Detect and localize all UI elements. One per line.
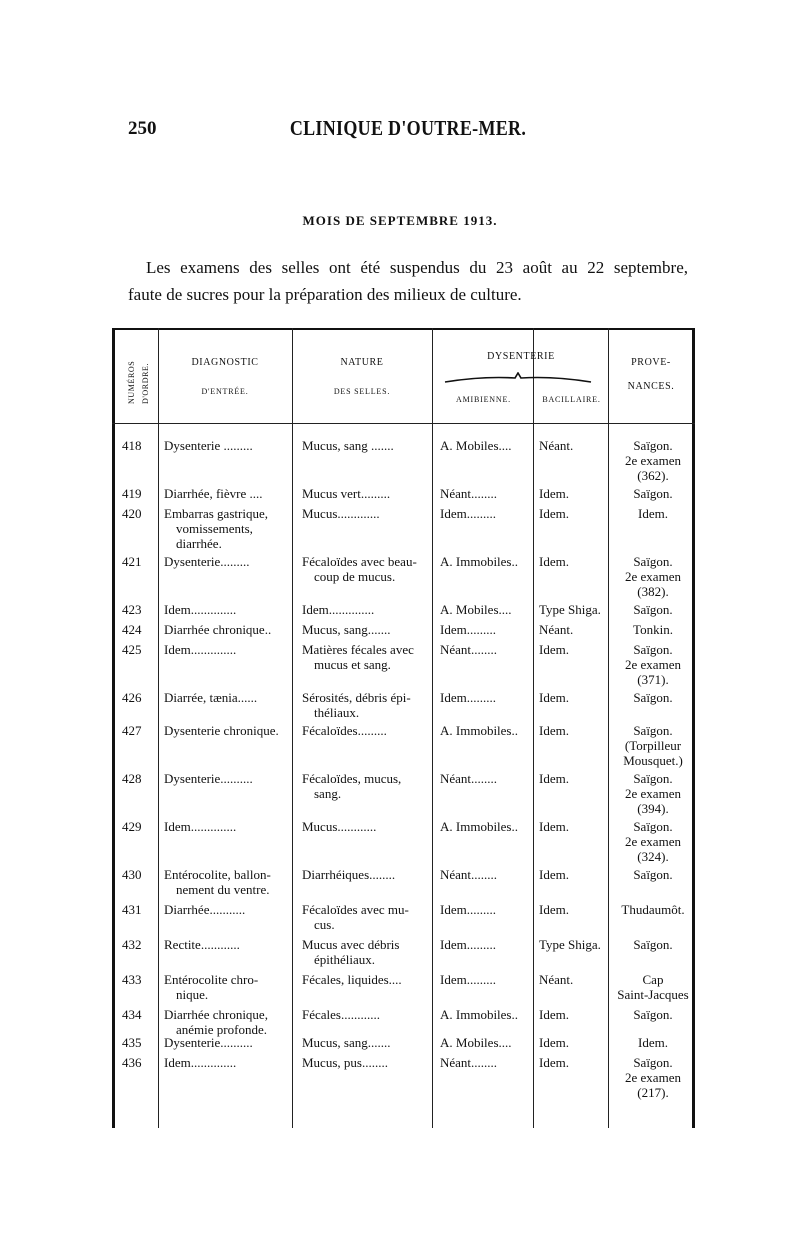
provenance-cell: [612, 642, 694, 687]
nature-cell-line: Mucus, sang.......: [302, 1035, 391, 1050]
amibienne-cell: A. Mobiles....: [440, 602, 512, 617]
diagnostic-cell-line: diarrhée.: [176, 536, 222, 551]
provenance-cell-line: (324).: [637, 849, 669, 864]
provenance-cell: [612, 622, 694, 637]
header-nature: NATURE: [340, 357, 384, 368]
row-number: 423: [122, 602, 142, 617]
intro-line-1: Les examens des selles ont été suspendus du 23 août au 22 septembre,: [146, 258, 688, 277]
provenance-cell: [612, 506, 694, 521]
provenance-cell: [612, 1055, 694, 1100]
amibienne-cell: Néant........: [440, 486, 498, 501]
header-diagnostic: DIAGNOSTIC: [191, 357, 259, 368]
diagnostic-cell: [164, 937, 290, 952]
provenance-cell-line: Saïgon.: [633, 438, 673, 453]
provenance-cell: [612, 867, 694, 882]
diagnostic-cell: [164, 486, 290, 501]
nature-cell-line: Mucus............: [302, 819, 377, 834]
bacillaire-cell: Idem.: [539, 723, 569, 738]
provenance-cell-line: Saïgon.: [633, 1055, 673, 1070]
diagnostic-cell: [164, 438, 290, 453]
bacillaire-cell: Idem.: [539, 506, 569, 521]
diagnostic-cell-line: Idem..............: [164, 1055, 237, 1070]
bacillaire-cell: Type Shiga.: [539, 937, 601, 952]
page-header: [128, 118, 688, 142]
nature-cell-line: Mucus, pus........: [302, 1055, 388, 1070]
diagnostic-cell-line: Rectite............: [164, 937, 240, 952]
amibienne-cell: A. Mobiles....: [440, 438, 512, 453]
provenance-cell: [612, 819, 694, 864]
amibienne-cell: A. Immobiles..: [440, 819, 518, 834]
bacillaire-cell: Type Shiga.: [539, 602, 601, 617]
nature-cell-line: Mucus, sang .......: [302, 438, 394, 453]
row-number: 436: [122, 1055, 142, 1070]
row-number: 421: [122, 554, 142, 569]
section-title: MOIS DE SEPTEMBRE 1913.: [302, 213, 498, 228]
bacillaire-cell: Idem.: [539, 902, 569, 917]
nature-cell: [302, 690, 430, 720]
intro-line-2: faute de sucres pour la préparation des milieux de culture.: [128, 285, 522, 304]
nature-cell: [302, 819, 430, 834]
provenance-cell-line: Saïgon.: [633, 937, 673, 952]
diagnostic-cell: [164, 622, 290, 637]
bacillaire-cell: Idem.: [539, 1055, 569, 1070]
diagnostic-cell-line: Entérocolite, ballon-: [164, 867, 271, 882]
diagnostic-cell: [164, 1035, 290, 1050]
amibienne-cell: Idem.........: [440, 506, 496, 521]
nature-cell: [302, 937, 430, 967]
provenance-cell-line: Saïgon.: [633, 690, 673, 705]
nature-cell-line: Matières fécales avec: [302, 642, 414, 657]
nature-cell-line: théliaux.: [314, 705, 360, 720]
provenance-cell-line: Saïgon.: [633, 554, 673, 569]
provenance-cell: [612, 486, 694, 501]
running-title: CLINIQUE D'OUTRE-MER.: [289, 116, 527, 140]
provenance-cell-line: Thudaumôt.: [621, 902, 685, 917]
nature-cell-line: Fécaloïdes.........: [302, 723, 387, 738]
provenance-cell-line: (Torpilleur: [624, 738, 682, 753]
provenance-cell: [612, 902, 694, 917]
provenance-cell: [612, 438, 694, 483]
diagnostic-cell: [164, 972, 290, 1002]
provenance-cell: [612, 1035, 694, 1050]
provenance-cell-line: Saïgon.: [633, 867, 673, 882]
provenance-cell-line: Saïgon.: [633, 602, 673, 617]
amibienne-cell: Idem.........: [440, 690, 496, 705]
nature-cell-line: Mucus vert.........: [302, 486, 391, 501]
bacillaire-cell: Idem.: [539, 1035, 569, 1050]
nature-cell: [302, 1007, 430, 1022]
diagnostic-cell: [164, 902, 290, 917]
nature-cell-line: Mucus avec débris: [302, 937, 400, 952]
header-numeros-line1: NUMÉROS: [127, 360, 136, 404]
header-dysenterie: DYSENTERIE: [487, 351, 555, 362]
diagnostic-cell-line: Embarras gastrique,: [164, 506, 268, 521]
row-number: 430: [122, 867, 142, 882]
diagnostic-cell-line: Dysenterie chronique.: [164, 723, 279, 738]
bacillaire-cell: Néant.: [539, 622, 574, 637]
provenance-cell-line: Saïgon.: [633, 771, 673, 786]
amibienne-cell: Néant........: [440, 867, 498, 882]
diagnostic-cell-line: Diarrée, tænia......: [164, 690, 258, 705]
nature-cell: [302, 1035, 430, 1050]
diagnostic-cell: [164, 506, 290, 551]
nature-cell-line: Idem..............: [302, 602, 375, 617]
provenance-cell-line: 2e examen: [625, 786, 681, 801]
diagnostic-cell-line: Idem..............: [164, 819, 237, 834]
nature-cell-line: cus.: [314, 917, 335, 932]
row-number: 420: [122, 506, 142, 521]
provenance-cell-line: Mousquet.): [623, 753, 683, 768]
amibienne-cell: Néant........: [440, 1055, 498, 1070]
nature-cell: [302, 642, 430, 672]
nature-cell-line: Sérosités, débris épi-: [302, 690, 411, 705]
amibienne-cell: A. Immobiles..: [440, 723, 518, 738]
diagnostic-cell-line: Diarrhée chronique,: [164, 1007, 268, 1022]
nature-cell-line: Fécales............: [302, 1007, 380, 1022]
provenance-cell-line: (362).: [637, 468, 669, 483]
diagnostic-cell: [164, 554, 290, 569]
amibienne-cell: Idem.........: [440, 937, 496, 952]
diagnostic-cell-line: vomissements,: [176, 521, 253, 536]
provenance-cell: [612, 690, 694, 705]
provenance-cell-line: Saint-Jacques: [617, 987, 689, 1002]
bacillaire-cell: Néant.: [539, 972, 574, 987]
nature-cell-line: sang.: [314, 786, 342, 801]
diagnostic-cell-line: anémie profonde.: [176, 1022, 267, 1037]
amibienne-cell: Idem.........: [440, 622, 496, 637]
row-number: 426: [122, 690, 142, 705]
row-number: 433: [122, 972, 142, 987]
provenance-cell-line: 2e examen: [625, 834, 681, 849]
nature-cell-line: coup de mucus.: [314, 569, 396, 584]
examination-table: [112, 328, 695, 1128]
amibienne-cell: A. Mobiles....: [440, 1035, 512, 1050]
row-number: 418: [122, 438, 142, 453]
provenance-cell-line: Idem.: [638, 1035, 668, 1050]
bacillaire-cell: Idem.: [539, 819, 569, 834]
diagnostic-cell-line: Entérocolite chro-: [164, 972, 259, 987]
diagnostic-cell-line: Dysenterie..........: [164, 771, 253, 786]
amibienne-cell: Idem.........: [440, 972, 496, 987]
nature-cell-line: Diarrhéiques........: [302, 867, 396, 882]
provenance-cell-line: Saïgon.: [633, 642, 673, 657]
provenance-cell-line: (394).: [637, 801, 669, 816]
diagnostic-cell: [164, 602, 290, 617]
bacillaire-cell: Idem.: [539, 486, 569, 501]
provenance-cell-line: (217).: [637, 1085, 669, 1100]
row-number: 428: [122, 771, 142, 786]
diagnostic-cell-line: Dysenterie.........: [164, 554, 250, 569]
provenance-cell-line: (371).: [637, 672, 669, 687]
diagnostic-cell: [164, 642, 290, 657]
provenance-cell-line: 2e examen: [625, 657, 681, 672]
amibienne-cell: A. Immobiles..: [440, 1007, 518, 1022]
diagnostic-cell-line: nement du ventre.: [176, 882, 270, 897]
nature-cell-line: Fécaloïdes avec beau-: [302, 554, 417, 569]
provenance-cell-line: Saïgon.: [633, 486, 673, 501]
row-number: 419: [122, 486, 142, 501]
nature-cell: [302, 1055, 430, 1070]
provenance-cell-line: Saïgon.: [633, 723, 673, 738]
row-number: 435: [122, 1035, 142, 1050]
nature-cell-line: épithéliaux.: [314, 952, 376, 967]
provenance-cell-line: 2e examen: [625, 453, 681, 468]
nature-cell: [302, 506, 430, 521]
nature-cell: [302, 771, 430, 801]
row-number: 425: [122, 642, 142, 657]
provenance-cell-line: Tonkin.: [633, 622, 673, 637]
diagnostic-cell-line: Diarrhée chronique..: [164, 622, 272, 637]
provenance-cell-line: (382).: [637, 584, 669, 599]
row-number: 434: [122, 1007, 142, 1022]
bacillaire-cell: Néant.: [539, 438, 574, 453]
nature-cell-line: Fécaloïdes avec mu-: [302, 902, 409, 917]
provenance-cell: [612, 554, 694, 599]
nature-cell: [302, 972, 430, 987]
provenance-cell-line: Saïgon.: [633, 819, 673, 834]
diagnostic-cell: [164, 819, 290, 834]
header-diagnostic-sub: D'ENTRÉE.: [201, 387, 249, 396]
amibienne-cell: Idem.........: [440, 902, 496, 917]
nature-cell: [302, 622, 430, 637]
header-nature-sub: DES SELLES.: [333, 387, 391, 396]
diagnostic-cell-line: Diarrhée, fièvre ....: [164, 486, 263, 501]
diagnostic-cell-line: Idem..............: [164, 642, 237, 657]
nature-cell: [302, 438, 430, 453]
diagnostic-cell: [164, 1007, 290, 1037]
nature-cell-line: mucus et sang.: [314, 657, 391, 672]
row-number: 429: [122, 819, 142, 834]
diagnostic-cell-line: Dysenterie..........: [164, 1035, 253, 1050]
diagnostic-cell: [164, 1055, 290, 1070]
header-provenances: PROVE-: [631, 357, 671, 368]
provenance-cell: [612, 602, 694, 617]
amibienne-cell: Néant........: [440, 771, 498, 786]
diagnostic-cell-line: Idem..............: [164, 602, 237, 617]
amibienne-cell: A. Immobiles..: [440, 554, 518, 569]
provenance-cell-line: 2e examen: [625, 569, 681, 584]
header-bacillaire: BACILLAIRE.: [542, 395, 601, 404]
amibienne-cell: Néant........: [440, 642, 498, 657]
diagnostic-cell: [164, 867, 290, 897]
provenance-cell: [612, 771, 694, 816]
diagnostic-cell: [164, 771, 290, 786]
bacillaire-cell: Idem.: [539, 867, 569, 882]
nature-cell: [302, 554, 430, 584]
header-numeros-line2: D'ORDRE.: [141, 362, 150, 404]
page-number: 250: [128, 118, 157, 139]
nature-cell-line: Fécales, liquides....: [302, 972, 402, 987]
row-number: 427: [122, 723, 142, 738]
bacillaire-cell: Idem.: [539, 771, 569, 786]
nature-cell-line: Mucus, sang.......: [302, 622, 391, 637]
diagnostic-cell: [164, 723, 290, 738]
provenance-cell-line: Saïgon.: [633, 1007, 673, 1022]
nature-cell-line: Fécaloïdes, mucus,: [302, 771, 402, 786]
nature-cell: [302, 486, 430, 501]
row-number: 432: [122, 937, 142, 952]
row-number: 431: [122, 902, 142, 917]
nature-cell: [302, 902, 430, 932]
bacillaire-cell: Idem.: [539, 554, 569, 569]
bacillaire-cell: Idem.: [539, 690, 569, 705]
nature-cell: [302, 602, 430, 617]
nature-cell: [302, 723, 430, 738]
row-number: 424: [122, 622, 142, 637]
header-amibienne: AMIBIENNE.: [456, 395, 511, 404]
provenance-cell: [612, 937, 694, 952]
table-body: [112, 328, 695, 1128]
provenance-cell: [612, 1007, 694, 1022]
provenance-cell: [612, 972, 694, 1002]
header-provenances-sub: NANCES.: [627, 381, 675, 392]
bacillaire-cell: Idem.: [539, 642, 569, 657]
bacillaire-cell: Idem.: [539, 1007, 569, 1022]
diagnostic-cell-line: Dysenterie .........: [164, 438, 253, 453]
provenance-cell-line: Idem.: [638, 506, 668, 521]
diagnostic-cell-line: Diarrhée...........: [164, 902, 246, 917]
diagnostic-cell-line: nique.: [176, 987, 209, 1002]
provenance-cell: [612, 723, 694, 768]
nature-cell-line: Mucus.............: [302, 506, 380, 521]
nature-cell: [302, 867, 430, 882]
provenance-cell-line: Cap: [642, 972, 664, 987]
provenance-cell-line: 2e examen: [625, 1070, 681, 1085]
diagnostic-cell: [164, 690, 290, 705]
